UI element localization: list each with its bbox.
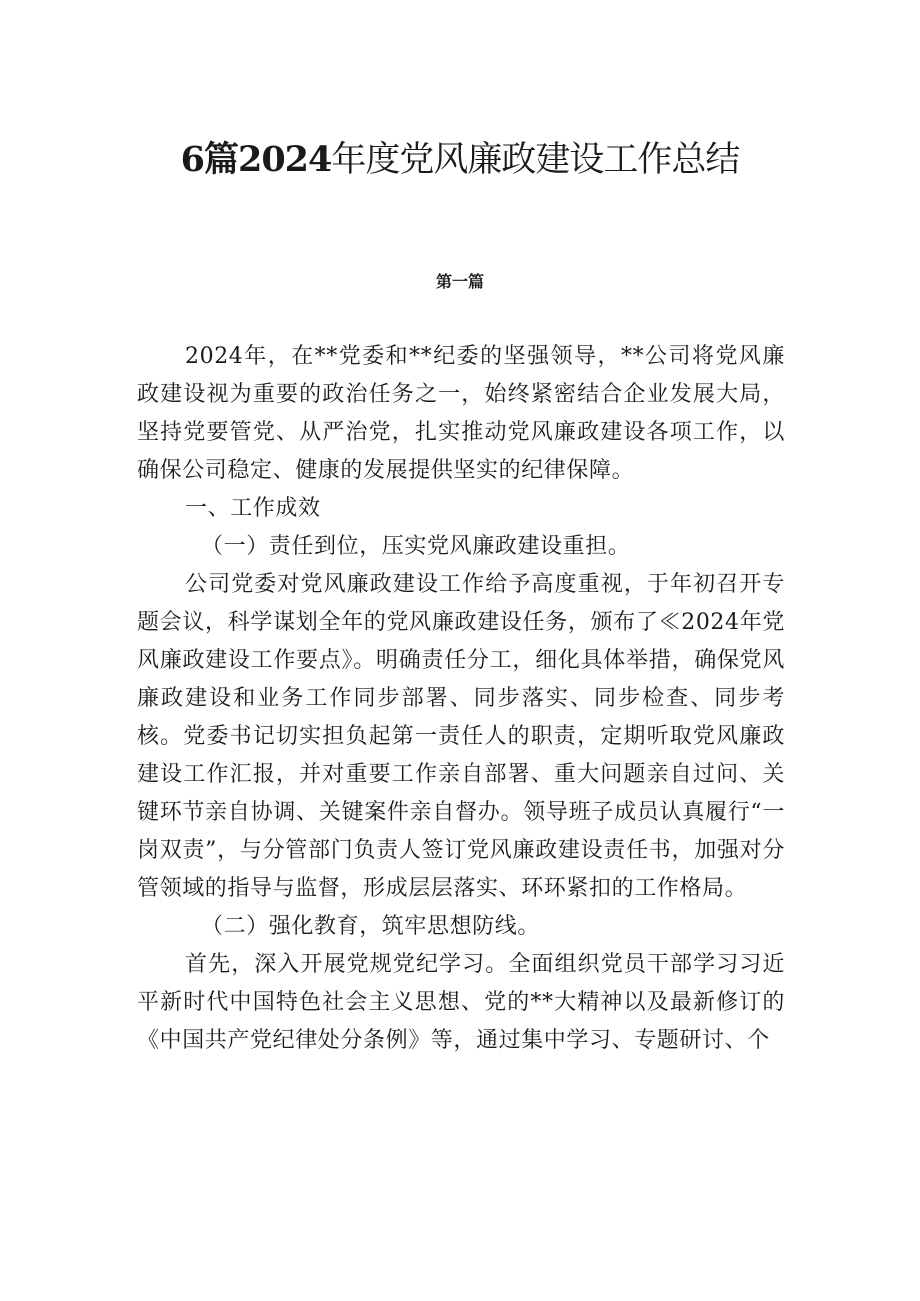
- title-text-part: 年度党风廉政建设工作总结: [331, 140, 740, 180]
- subheading-education: （二）强化教育，筑牢思想防线。: [201, 914, 541, 939]
- paragraph-responsibility: 公司党委对党风廉政建设工作给予高度重视，于年初召开专题会议，科学谋划全年的党风廉政建设任务，颁布了≪2024年党风廉政建设工作要点》。明确责任分工，细化具体举措，确保党风廉政建设和业务工作同步部署、同步落实、同步检查、同步考核。党委书记切实担负起第一责任人的职责，定期听取党风廉政建设工作汇报，并对重要工作亲自部署、重大问题亲自过问、关键环节亲自协调、关键案件亲自督办。领导班子成员认真履行“一岗双责”，与分管部门负责人签订党风廉政建设责任书，加强对分管领域的指导与监督，形成层层落实、环环紧扣的工作格局。: [137, 572, 785, 901]
- paragraph-intro: 2024年，在**党委和**纪委的坚强领导，**公司将党风廉政建设视为重要的政治任务之一，始终紧密结合企业发展大局，坚持党要管党、从严治党，扎实推动党风廉政建设各项工作，以确保公司稳定、健康的发展提供坚实的纪律保障。: [137, 344, 785, 483]
- heading-work-results: 一、工作成效: [185, 496, 321, 521]
- title-number-part: 6篇2024: [180, 139, 332, 180]
- document-title: [0, 132, 920, 188]
- paragraph-education: 首先，深入开展党规党纪学习。全面组织党员干部学习习近平新时代中国特色社会主义思想、党的**大精神以及最新修订的《中国共产党纪律处分条例》等，通过集中学习、专题研讨、个: [137, 952, 785, 1053]
- section-subtitle: 第一篇: [435, 272, 484, 291]
- document-body: [137, 338, 785, 1060]
- subheading-responsibility: （一）责任到位，压实党风廉政建设重担。: [201, 534, 631, 559]
